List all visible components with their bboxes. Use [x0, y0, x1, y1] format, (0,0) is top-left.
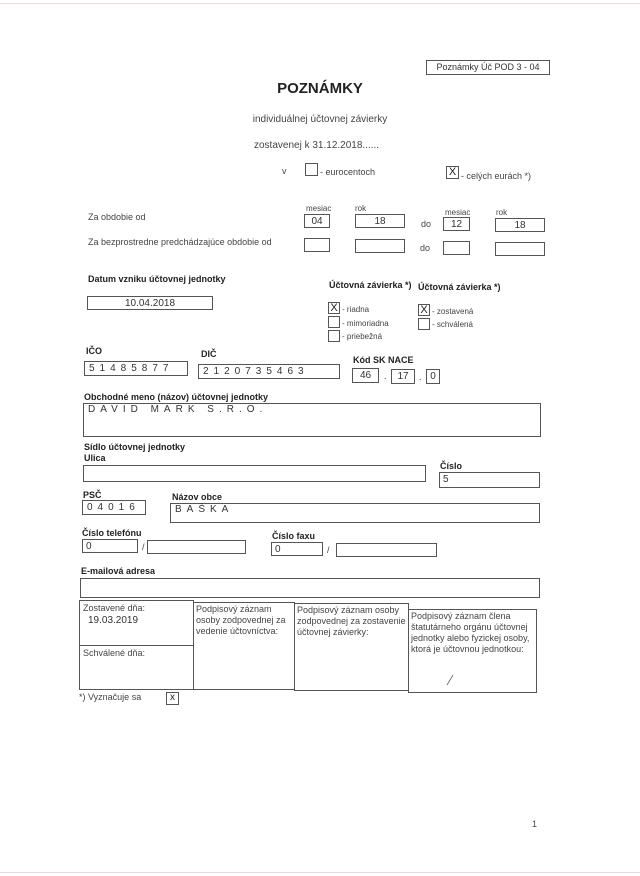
statement-signature-cell[interactable]: [294, 603, 409, 691]
ico-label: IČO: [86, 346, 103, 356]
establishment-label: Datum vzniku účtovnej jednotky: [88, 274, 226, 284]
year-label-from: rok: [355, 204, 367, 213]
accounting-signature-label: Podpisový záznam osoby zodpovednej za vedenie účtovníctva:: [196, 604, 286, 636]
previous-from-year[interactable]: [355, 239, 405, 253]
page-title: POZNÁMKY: [277, 80, 363, 97]
compiled-as-of: zostavenej k 31.12.2018......: [254, 140, 380, 151]
dic-label: DIČ: [201, 349, 217, 359]
footnote-label: *) Vyznačuje sa: [79, 692, 142, 702]
statutory-signature-label: Podpisový záznam člena štatutárneho orgánu účtovnej jednotky alebo fyzickej osoby, ktorá je účtovnou jednotkou:: [411, 611, 530, 654]
page-number: 1: [532, 819, 538, 829]
statement-regular-label: - riadna: [342, 305, 370, 314]
current-to-month[interactable]: 12: [443, 217, 470, 231]
whole-euros-label: - celých eurách *): [461, 171, 532, 181]
bottom-edge-line: [0, 872, 640, 873]
street-label: Ulica: [84, 453, 106, 463]
nace-class[interactable]: 0: [426, 369, 440, 384]
year-label-to: rok: [496, 208, 508, 217]
status-compiled-label: - zostavená: [432, 307, 474, 316]
compiled-date-cell: [79, 600, 194, 646]
current-from-year[interactable]: 18: [355, 214, 405, 228]
nace-label: Kód SK NACE: [353, 355, 414, 365]
statement-interim-checkbox[interactable]: [328, 330, 340, 342]
company-name-label: Obchodné meno (názov) účtovnej jednotky: [84, 392, 269, 402]
previous-to-label: do: [420, 243, 431, 253]
nace-sep-2: .: [419, 372, 422, 382]
statement-signature-label: Podpisový záznam osoby zodpovednej za zostavenie účtovnej závierky:: [297, 605, 406, 637]
top-edge-line: [0, 3, 640, 4]
month-label-to: mesiac: [445, 208, 471, 217]
city-label: Názov obce: [172, 492, 223, 502]
company-name-value: DAVID MARK S.R.O.: [88, 404, 268, 415]
statement-regular-checkbox[interactable]: X: [328, 302, 340, 314]
psc-field[interactable]: 04016: [82, 500, 146, 515]
statement-interim-label: - priebežná: [342, 332, 383, 341]
form-code: Poznámky Úč POD 3 - 04: [436, 62, 540, 72]
number-label: Číslo: [440, 461, 463, 471]
nace-sep-1: .: [384, 371, 387, 381]
compiled-date-value[interactable]: 19.03.2019: [88, 615, 139, 626]
approved-date-cell: [79, 645, 194, 690]
status-approved-label: - schválená: [432, 320, 473, 329]
fax-prefix-field[interactable]: 0: [271, 542, 323, 556]
eurocents-checkbox[interactable]: [305, 163, 318, 176]
month-label-from: mesiac: [306, 204, 332, 213]
email-field[interactable]: [80, 578, 540, 598]
previous-from-month[interactable]: [304, 238, 330, 252]
accounting-signature-cell[interactable]: [193, 602, 295, 690]
phone-label: Číslo telefónu: [82, 528, 142, 538]
nace-division[interactable]: 46: [352, 368, 379, 383]
currency-v-label: v: [282, 166, 287, 176]
company-name-box[interactable]: [83, 403, 541, 437]
seat-label: Sídlo účtovnej jednotky: [84, 442, 186, 452]
eurocents-label: - eurocentoch: [320, 167, 376, 177]
previous-period-label: Za bezprostredne predchádzajúce obdobie od: [88, 237, 272, 247]
form-code-box: [426, 60, 550, 75]
statement-extraordinary-checkbox[interactable]: [328, 316, 340, 328]
current-from-month[interactable]: 04: [304, 214, 330, 228]
current-to-year[interactable]: 18: [495, 218, 545, 232]
fax-label: Číslo faxu: [272, 531, 316, 541]
current-period-label: Za obdobie od: [88, 212, 146, 222]
fax-number-field[interactable]: [336, 543, 437, 557]
statement-status-label: Účtovná závierka *): [418, 282, 501, 292]
statement-type-label: Účtovná závierka *): [329, 280, 412, 290]
compiled-date-label: Zostavené dňa:: [83, 603, 146, 613]
footnote-mark-box: x: [166, 692, 179, 705]
psc-label: PSČ: [83, 490, 102, 500]
establishment-date[interactable]: 10.04.2018: [87, 296, 213, 310]
whole-euros-checkbox[interactable]: X: [446, 166, 459, 179]
approved-date-label: Schválené dňa:: [83, 648, 146, 658]
statement-extraordinary-label: - mimoriadna: [342, 319, 389, 328]
subtitle: individuálnej účtovnej závierky: [252, 114, 388, 125]
statutory-signature-cell[interactable]: [408, 609, 537, 693]
nace-group[interactable]: 17: [391, 369, 415, 384]
email-label: E-mailová adresa: [81, 566, 156, 576]
phone-number-field[interactable]: [147, 540, 246, 554]
phone-slash: /: [142, 542, 145, 552]
ico-field[interactable]: 51485877: [84, 361, 188, 376]
status-compiled-checkbox[interactable]: X: [418, 304, 430, 316]
status-approved-checkbox[interactable]: [418, 318, 430, 330]
previous-to-month[interactable]: [443, 241, 470, 255]
previous-to-year[interactable]: [495, 242, 545, 256]
street-field[interactable]: [83, 465, 426, 482]
dic-field[interactable]: 2120735463: [198, 364, 340, 379]
current-to-label: do: [421, 219, 432, 229]
city-field[interactable]: BAŠKA: [170, 503, 540, 523]
fax-slash: /: [327, 545, 330, 555]
signature-stroke-icon: [445, 674, 455, 686]
number-field[interactable]: 5: [439, 472, 540, 488]
phone-prefix-field[interactable]: 0: [82, 539, 138, 553]
